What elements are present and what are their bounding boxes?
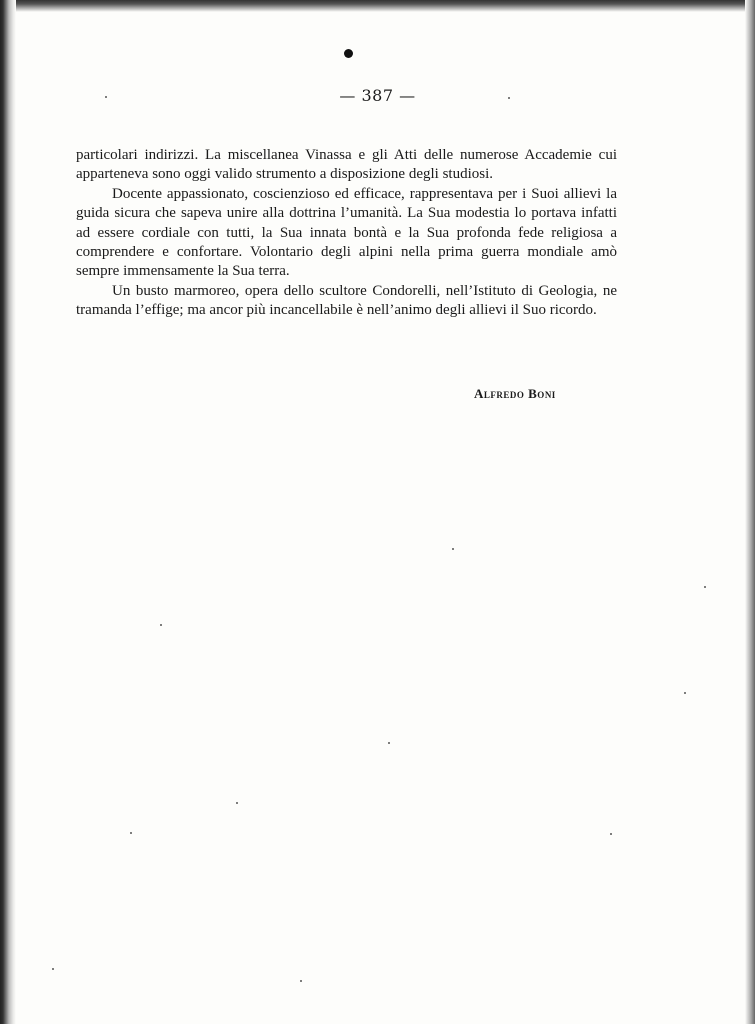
- punch-hole: [344, 49, 353, 58]
- scan-binding-edge: [0, 0, 16, 1024]
- scan-speck: [130, 832, 132, 834]
- scan-top-edge: [0, 0, 755, 12]
- scan-speck: [160, 624, 162, 626]
- body-text: [76, 146, 617, 321]
- scan-speck: [684, 692, 686, 694]
- author-signature: Alfredo Boni: [474, 386, 556, 401]
- scan-speck: [300, 980, 302, 982]
- scan-speck: [452, 548, 454, 550]
- scan-speck: [388, 742, 390, 744]
- scan-speck: [508, 97, 510, 99]
- scan-speck: [236, 802, 238, 804]
- page-number: — 387 —: [339, 86, 416, 105]
- paragraph-1: particolari indirizzi. La miscellanea Vinassa e gli Atti delle numerose Accademie cui apparteneva sono oggi valido strumento a disposizione degli studiosi.: [76, 147, 617, 183]
- scan-speck: [704, 586, 706, 588]
- scan-speck: [52, 968, 54, 970]
- scan-speck: [105, 96, 107, 98]
- scan-speck: [610, 833, 612, 835]
- paragraph-3: Un busto marmoreo, opera dello scultore Condorelli, nell’Istituto di Geologia, ne tramanda l’effige; ma ancor più incancellabile è nell’animo degli allievi il Suo ricordo.: [76, 282, 617, 319]
- scan-right-edge: [745, 0, 755, 1024]
- paragraph-2: Docente appassionato, coscienzioso ed efficace, rappresentava per i Suoi allievi la guida sicura che sapeva unire alla dottrina l’umanità. La Sua modestia lo portava infatti ad essere cordiale con tutti, la Sua innata bontà e la Sua profonda fede religiosa a comprendere e confortare. Volontario degli alpini nella prima guerra mondiale amò sempre immensamente la Sua terra.: [76, 185, 617, 280]
